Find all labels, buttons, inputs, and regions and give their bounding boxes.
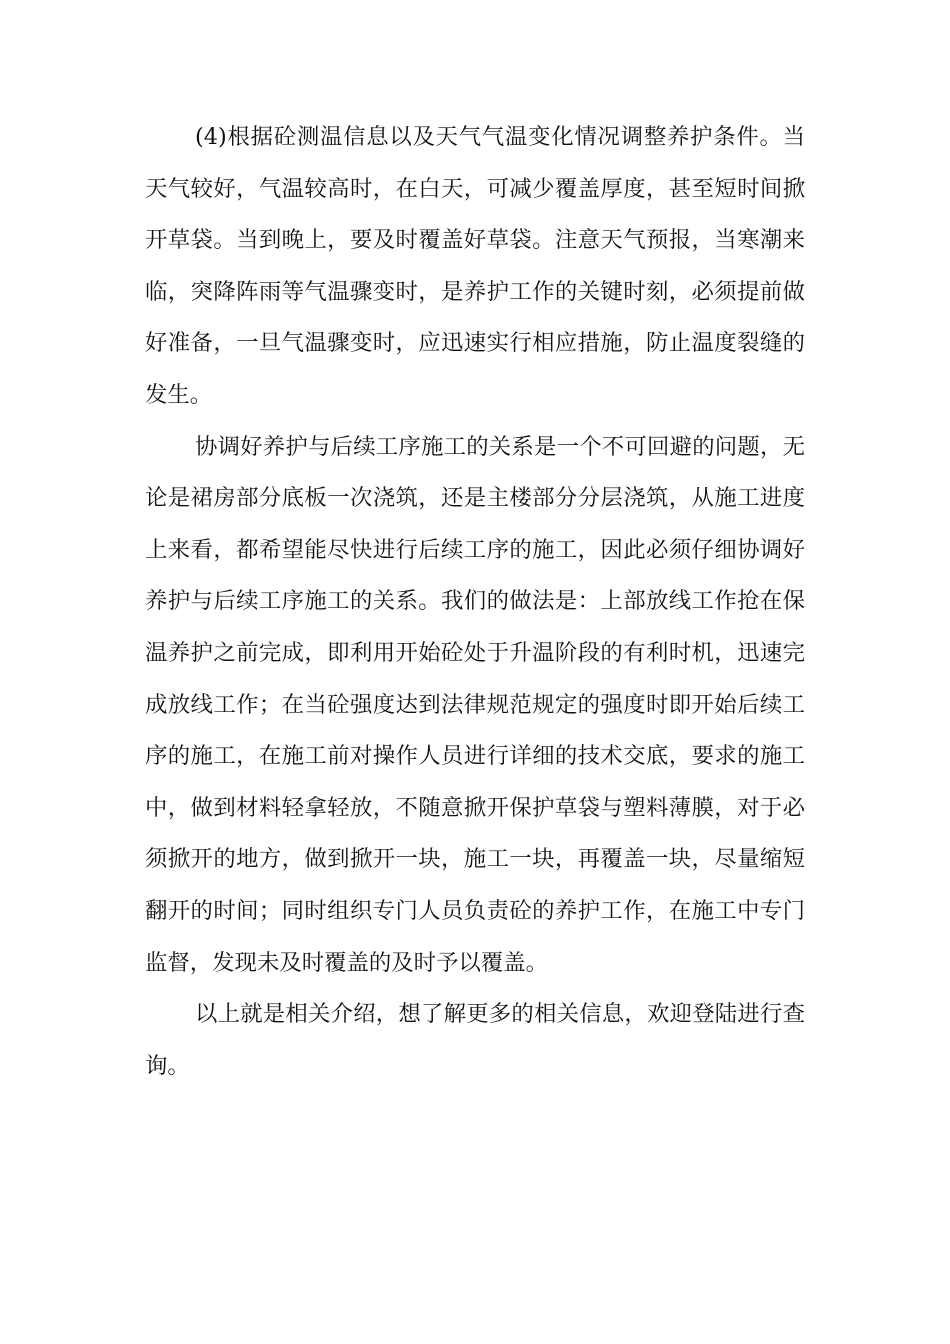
text-line: 监督，发现未及时覆盖的及时予以覆盖。: [145, 949, 549, 976]
text-line: 临，突降阵雨等气温骤变时，是养护工作的关键时刻，必须提前做: [145, 278, 805, 305]
text-line: 翻开的时间；同时组织专门人员负责砼的养护工作，在施工中专门: [145, 897, 805, 924]
text-line: 好准备，一旦气温骤变时，应迅速实行相应措施，防止温度裂缝的: [145, 330, 805, 357]
paragraph-curing-conditions: [145, 112, 805, 422]
text-line: 序的施工，在施工前对操作人员进行详细的技术交底，要求的施工: [145, 743, 805, 770]
text-line: 中，做到材料轻拿轻放，不随意掀开保护草袋与塑料薄膜，对于必: [145, 794, 805, 821]
text-line: (4)根据砼测温信息以及天气气温变化情况调整养护条件。当: [195, 124, 805, 150]
text-line: 开草袋。当到晚上，要及时覆盖好草袋。注意天气预报，当寒潮来: [145, 227, 805, 254]
text-line: 协调好养护与后续工序施工的关系是一个不可回避的问题，无: [195, 433, 805, 460]
text-line: 天气较好，气温较高时，在白天，可减少覆盖厚度，甚至短时间掀: [145, 175, 805, 202]
paragraph-coordination: [145, 422, 805, 990]
document-body: [145, 112, 805, 1092]
text-line: 以上就是相关介绍，想了解更多的相关信息，欢迎登陆进行查: [195, 1001, 805, 1028]
paragraph-closing: [145, 989, 805, 1092]
text-line: 询。: [145, 1052, 190, 1079]
text-line: 养护与后续工序施工的关系。我们的做法是：上部放线工作抢在保: [145, 588, 805, 615]
text-line: 论是裙房部分底板一次浇筑，还是主楼部分分层浇筑，从施工进度: [145, 485, 805, 512]
text-line: 发生。: [145, 381, 213, 408]
text-line: 须掀开的地方，做到掀开一块，施工一块，再覆盖一块，尽量缩短: [145, 846, 805, 873]
text-line: 上来看，都希望能尽快进行后续工序的施工，因此必须仔细协调好: [145, 536, 805, 563]
text-line: 温养护之前完成，即利用开始砼处于升温阶段的有利时机，迅速完: [145, 639, 805, 666]
text-line: 成放线工作；在当砼强度达到法律规范规定的强度时即开始后续工: [145, 691, 805, 718]
